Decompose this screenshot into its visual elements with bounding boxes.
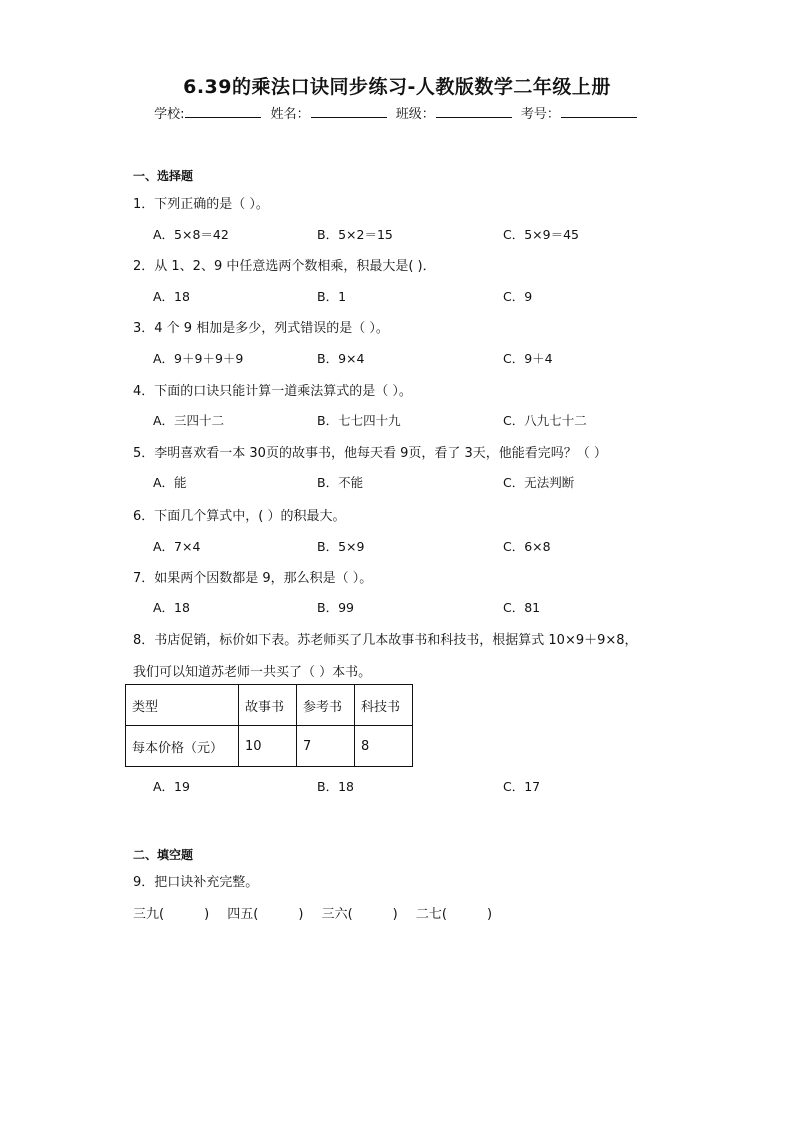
q1-option-b[interactable]: B．5×2＝15 [317, 227, 393, 242]
fill-close: ) [486, 907, 493, 922]
fill-prefix: 三九( [133, 907, 165, 922]
table-row [126, 726, 413, 767]
fill-close: ) [392, 907, 398, 922]
table-header-cell: 参考书 [297, 685, 355, 726]
question-8: 8．书店促销，标价如下表。苏老师买了几本故事书和科技书，根据算式 10×9＋9×8， [133, 633, 638, 648]
q8-option-c[interactable]: C．17 [503, 779, 541, 794]
fill-item [416, 903, 492, 922]
question-4: 4．下面的口诀只能计算一道乘法算式的是（ ）。 [133, 384, 412, 399]
q1-option-c[interactable]: C．5×9＝45 [503, 227, 580, 242]
name-blank[interactable] [311, 105, 387, 118]
school-blank[interactable] [185, 105, 261, 118]
fill-close: ) [298, 907, 304, 922]
question-3: 3．4 个 9 相加是多少，列式错误的是（ ）。 [133, 321, 389, 336]
fill-in-row [133, 903, 506, 922]
table-cell: 每本价格（元） [126, 726, 239, 767]
class-label: 班级： [395, 107, 435, 122]
exam-number-label: 考号： [520, 107, 560, 122]
q4-option-b[interactable]: B．七七四十九 [317, 413, 401, 428]
q7-option-a[interactable]: A．18 [153, 600, 190, 615]
q4-option-a[interactable]: A．三四十二 [153, 413, 225, 428]
q7-option-c[interactable]: C．81 [503, 600, 541, 615]
student-info-line [0, 103, 794, 122]
q7-option-b[interactable]: B．99 [317, 600, 354, 615]
page-title: 6.39的乘法口诀同步练习-人教版数学二年级上册 [183, 76, 611, 98]
section-heading-choice: 一、选择题 [133, 169, 194, 183]
fill-item [227, 903, 303, 922]
fill-item [133, 903, 209, 922]
question-6: 6．下面几个算式中，( ）的积最大。 [133, 509, 346, 524]
q3-option-c[interactable]: C．9＋4 [503, 351, 553, 366]
q6-option-c[interactable]: C．6×8 [503, 539, 551, 554]
section-heading-fill: 二、填空题 [133, 848, 194, 862]
q6-option-b[interactable]: B．5×9 [317, 539, 365, 554]
table-header-cell: 类型 [126, 685, 239, 726]
question-1: 1．下列正确的是（ ）。 [133, 197, 269, 212]
name-label: 姓名： [270, 107, 310, 122]
q3-option-a[interactable]: A．9＋9＋9＋9 [153, 351, 244, 366]
fill-prefix: 四五( [227, 907, 259, 922]
q2-option-b[interactable]: B．1 [317, 289, 347, 304]
q4-option-c[interactable]: C．八九七十二 [503, 413, 587, 428]
fill-close: ) [204, 907, 210, 922]
q2-option-a[interactable]: A．18 [153, 289, 190, 304]
q2-option-c[interactable]: C．9 [503, 289, 533, 304]
fill-prefix: 三六( [321, 907, 353, 922]
q5-option-a[interactable]: A．能 [153, 475, 187, 490]
question-8-line2: 我们可以知道苏老师一共买了（ ）本书。 [133, 665, 372, 680]
class-blank[interactable] [436, 105, 512, 118]
table-cell: 10 [239, 726, 297, 767]
q8-option-a[interactable]: A．19 [153, 779, 190, 794]
question-5: 5．李明喜欢看一本 30页的故事书，他每天看 9页，看了 3天，他能看完吗？（ ） [133, 446, 607, 461]
table-header-cell: 故事书 [239, 685, 297, 726]
question-9: 9．把口诀补充完整。 [133, 875, 259, 890]
price-table [125, 684, 413, 767]
question-7: 7．如果两个因数都是 9，那么积是（ ）。 [133, 571, 373, 586]
table-header-row [126, 685, 413, 726]
table-cell: 8 [355, 726, 413, 767]
q5-option-b[interactable]: B．不能 [317, 475, 364, 490]
question-2: 2．从 1、2、9 中任意选两个数相乘，积最大是( )． [133, 259, 436, 274]
q6-option-a[interactable]: A．7×4 [153, 539, 201, 554]
q3-option-b[interactable]: B．9×4 [317, 351, 365, 366]
fill-item [322, 903, 398, 922]
exam-number-blank[interactable] [561, 105, 637, 118]
q8-option-b[interactable]: B．18 [317, 779, 354, 794]
q1-option-a[interactable]: A．5×8＝42 [153, 227, 229, 242]
q5-option-c[interactable]: C．无法判断 [503, 475, 575, 490]
table-cell: 7 [297, 726, 355, 767]
school-label: 学校: [154, 107, 185, 122]
fill-prefix: 二七( [415, 907, 447, 922]
table-header-cell: 科技书 [355, 685, 413, 726]
